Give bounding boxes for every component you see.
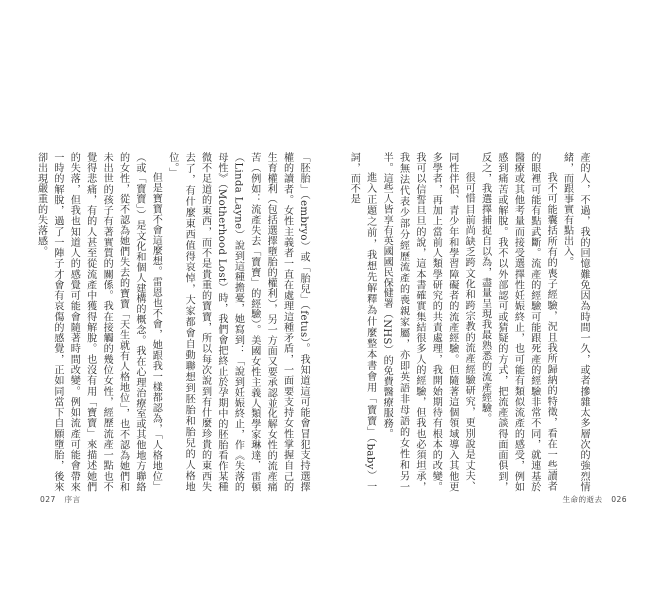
right-paragraph-4: 進入正題之前，我想先解釋為什麼整本書會用「寶寶」（baby）一詞，而不是: [348, 152, 376, 492]
right-running-title: 生命的逝去: [562, 495, 603, 504]
left-page-footer: [34, 494, 81, 505]
right-page-footer: [563, 494, 634, 505]
left-page-text: [35, 152, 311, 492]
right-paragraph-1: 產的人，不過，我的回憶難免因為時間一久，或者摻雜太多層次的強烈情緒，而跟事實有點出入。: [561, 152, 589, 492]
left-running-title: 序言: [64, 495, 81, 504]
left-page-number: 027: [40, 495, 56, 504]
right-page-number: 026: [611, 495, 627, 504]
left-paragraph-2: 但是寶寶不會這麼想。雷恩也不會，她跟我一樣都認為，「人格地位」（或「寶寶」）是文化和個人建構的概念。我在心理治療室或其他地方聯絡的女性，從不認為她們失去的寶寶「天生就有人格地位」，也不認為她們和未出世的孩子有著實質的關係。我在接觸的幾位女性，經歷流產一點也不覺得悲痛，有的人甚至從流產中獲得解脫。也沒有用「寶寶」來描述她們的失落，但我也知道人的感覺可能會隨著時間改變。例如流產可能會帶來一時的解脫，過了一陣子才會有哀傷的感覺，正如同當下自願墮胎，後來卻出現嚴重的失落感。: [35, 152, 162, 492]
left-paragraph-1: 「胚胎」（embryo）或「胎兒」（fetus）。我知道這可能會冒犯支持選擇權的讀者。女性主義者一直在處理這種矛盾，一面要支持女性掌握自己的生育權利（包括選擇墮胎的權利），另一方面又要承認並化解女性的流產痛苦（例如：流產失去「寶寶」的經驗）。美國女性主義人類學家琳達．雷頓（Linda Layne）說到這種擔憂，她寫到：「說到妊娠終止，作《失落的母性》（Motherhood Lost）時，我們會把終止於孕期中的胚胎看作某種微不足道的東西，而不是貴重的寶寶，所以每次說到有什麼珍貴的東西失去了，有什麼東西值得哀悼，大家都會自動聯想到胚胎和胎兒的人格地位。」: [166, 152, 309, 492]
right-paragraph-2: 我不可能囊括所有的喪子經驗，況且我所歸納的特徵，看在一些讀者的眼裡可能有點武斷。流產的經驗可能跟死產的經驗非常不同，就連基於醫療或其他考量而接受選擇性妊娠終止，也可能有類似流產的感受，例如感到痛苦或解脫。我不以外部認可或猜疑的方式，把流產談得面面俱到，反之，我選擇捕捉自以為，盡量呈現我最熟悉的流產經驗。: [479, 152, 557, 492]
right-paragraph-3: 很可惜目前尚缺乏跨文化和跨宗教的流產經驗研究，更別說是丈夫、同性伴侶、青少年和學習障礙者的流產經驗。但隨著這個領域導入其他更多學者，再加上當前人類學研究的共責處理，我開始期待有根本的改變。我可以信誓旦旦的說，這本書確實集結很多人的經驗，但我也必須坦承，我無法代表少部分經歷流產的喪親家屬，亦即英語非母語的女性和另一半。這些人皆享有英國國民保健署（NHS）的免費醫療服務。: [381, 152, 475, 492]
right-page-text: [329, 152, 591, 492]
